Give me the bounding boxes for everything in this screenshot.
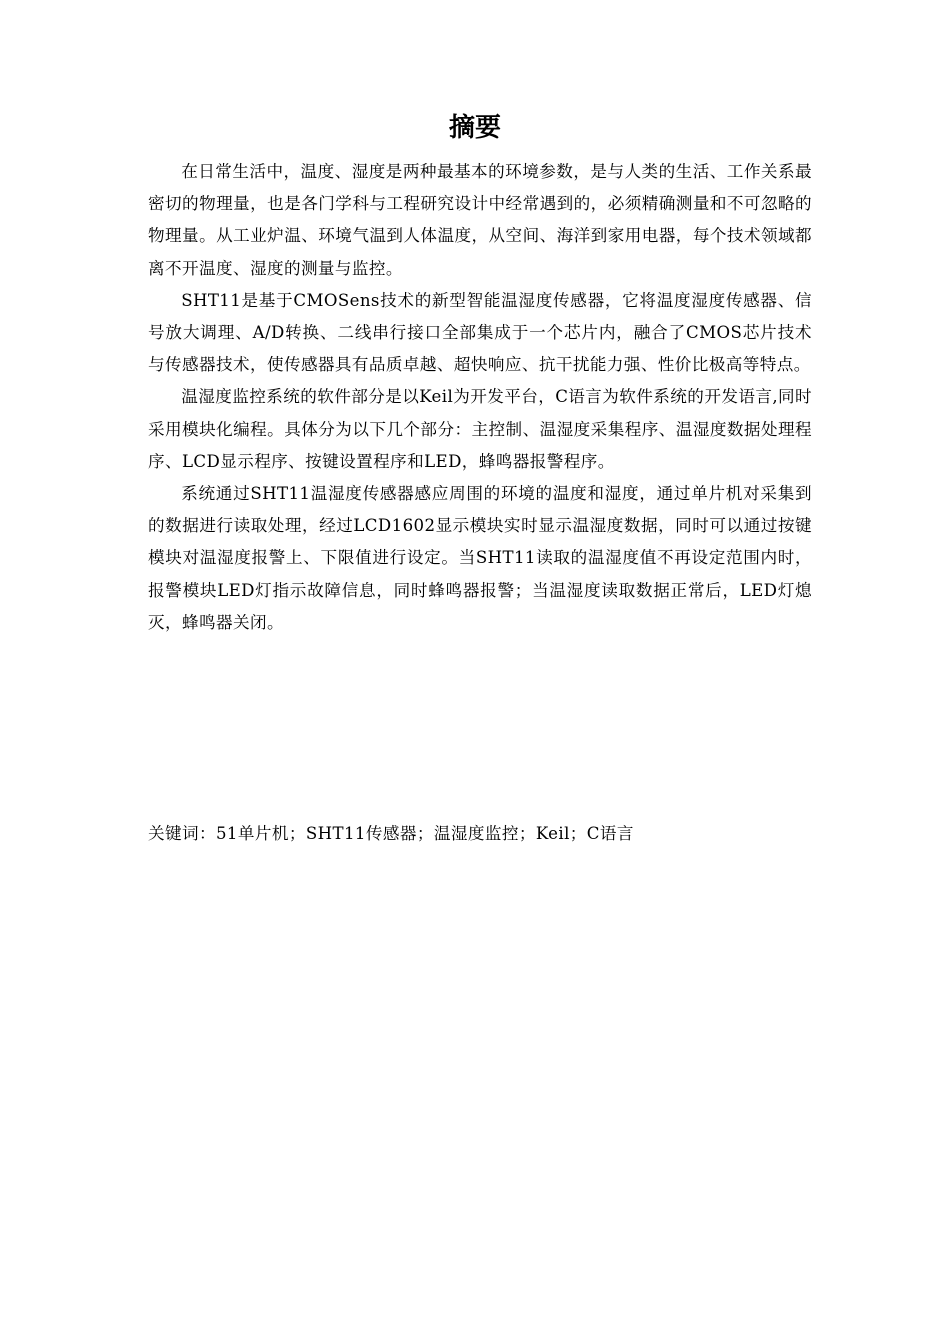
- abstract-paragraph-4: 系统通过SHT11温湿度传感器感应周围的环境的温度和湿度，通过单片机对采集到的数据进行读取处理，经过LCD1602显示模块实时显示温湿度数据，同时可以通过按键模块对温湿度报警上、下限值进行设定。当SHT11读取的温湿度值不再设定范围内时，报警模块LED灯指示故障信息，同时蜂鸣器报警；当温湿度读取数据正常后，LED灯熄灭，蜂鸣器关闭。: [148, 484, 812, 632]
- abstract-title: 摘要: [448, 113, 501, 143]
- abstract-body: [148, 156, 812, 639]
- abstract-paragraph-3: 温湿度监控系统的软件部分是以Keil为开发平台，C语言为软件系统的开发语言,同时采用模块化编程。具体分为以下几个部分：主控制、温湿度采集程序、温湿度数据处理程序、LCD显示程序、按键设置程序和LED，蜂鸣器报警程序。: [148, 387, 812, 471]
- keywords-line: 关键词：51单片机；SHT11传感器；温湿度监控；Keil；C语言: [148, 824, 634, 843]
- abstract-paragraph-1: 在日常生活中，温度、湿度是两种最基本的环境参数，是与人类的生活、工作关系最密切的物理量，也是各门学科与工程研究设计中经常遇到的，必须精确测量和不可忽略的物理量。从工业炉温、环境气温到人体温度，从空间、海洋到家用电器，每个技术领域都离不开温度、湿度的测量与监控。: [148, 162, 812, 278]
- abstract-paragraph-2: SHT11是基于CMOSens技术的新型智能温湿度传感器，它将温度湿度传感器、信号放大调理、A/D转换、二线串行接口全部集成于一个芯片内，融合了CMOS芯片技术与传感器技术，使传感器具有品质卓越、超快响应、抗干扰能力强、性价比极高等特点。: [148, 290, 812, 375]
